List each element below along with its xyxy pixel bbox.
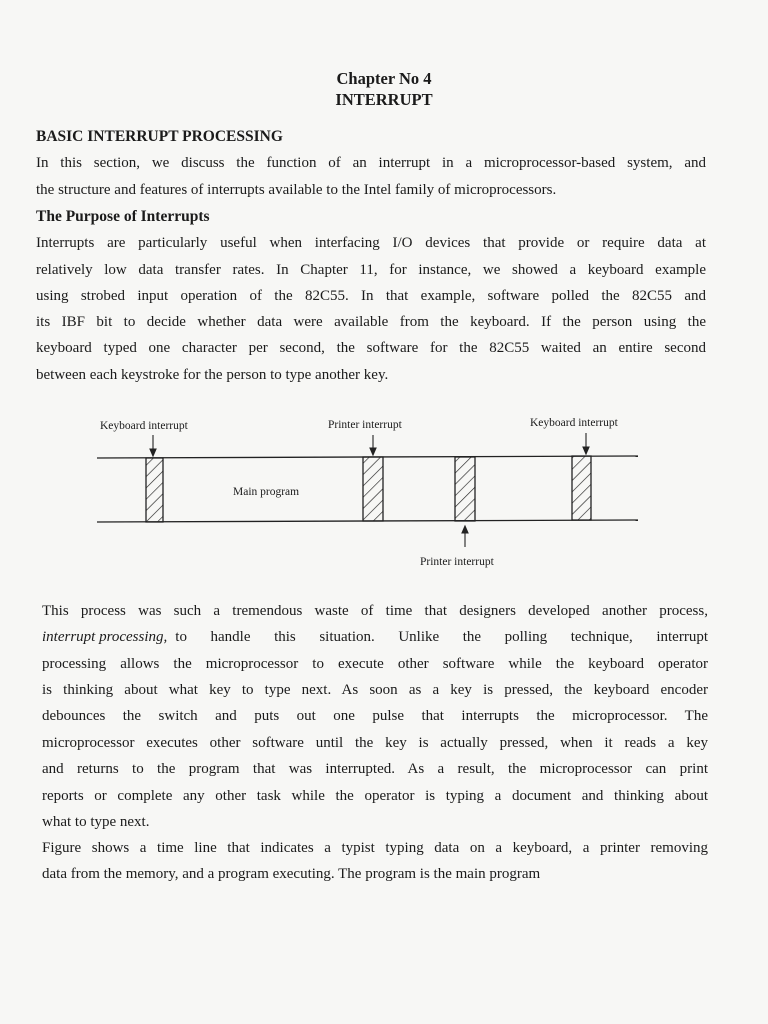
text-line: its IBF bit to decide whether data were available from the keyboard. If the person using the [36,314,706,330]
text-line: microprocessor executes other software until the key is actually pressed, when it reads a key [42,735,708,751]
text-line: the structure and features of interrupts available to the Intel family of microprocessors. [36,182,557,198]
text-line: reports or complete any other task while the operator is typing a document and thinking about [42,788,708,804]
text-line [42,628,708,646]
text-line: Interrupts are particularly useful when interfacing I/O devices that provide or require data at [36,235,706,251]
text-line: keyboard typed one character per second, the software for the 82C55 waited an entire second [36,340,706,356]
text-line: between each keystroke for the person to type another key. [36,367,389,383]
label-main-program: Main program [233,486,300,498]
text-line-rest: to handle this situation. Unlike the polling technique, interrupt [175,629,708,645]
label-keyboard-interrupt: Keyboard interrupt [100,420,188,432]
arrow-down-icon [583,433,589,454]
text-line: relatively low data transfer rates. In Chapter 11, for instance, we showed a keyboard example [36,262,706,278]
arrow-up-icon [462,526,468,547]
text-line: using strobed input operation of the 82C55. In that example, software polled the 82C55 and [36,288,706,304]
interrupt-block [363,457,383,521]
text-line: In this section, we discuss the function of an interrupt in a microprocessor-based system, and [36,155,706,171]
section-heading-basic: BASIC INTERRUPT PROCESSING [36,128,283,145]
label-printer-interrupt: Printer interrupt [328,419,402,431]
text-line: what to type next. [42,814,150,830]
label-keyboard-interrupt: Keyboard interrupt [530,417,618,429]
text-line: debounces the switch and puts out one pulse that interrupts the microprocessor. The [42,708,708,724]
interrupt-block [146,458,163,522]
text-line: Figure shows a time line that indicates a typist typing data on a keyboard, a printer removing [42,840,708,856]
italic-term: interrupt processing, [42,629,168,645]
text-line: data from the memory, and a program executing. The program is the main program [42,866,541,882]
text-line: and returns to the program that was interrupted. As a result, the microprocessor can print [42,761,708,777]
label-printer-interrupt: Printer interrupt [420,556,494,568]
chapter-title: INTERRUPT [335,90,433,109]
text-line: is thinking about what key to type next. As soon as a key is pressed, the keyboard encoder [42,682,708,698]
interrupt-block [455,457,475,521]
text-line: processing allows the microprocessor to execute other software while the keyboard operator [42,656,708,672]
section-heading-purpose: The Purpose of Interrupts [36,208,210,225]
arrow-down-icon [370,435,376,455]
interrupt-block [572,456,591,520]
arrow-down-icon [150,435,156,456]
text-line: This process was such a tremendous waste of time that designers developed another process, [42,603,708,619]
chapter-number: Chapter No 4 [336,69,432,88]
